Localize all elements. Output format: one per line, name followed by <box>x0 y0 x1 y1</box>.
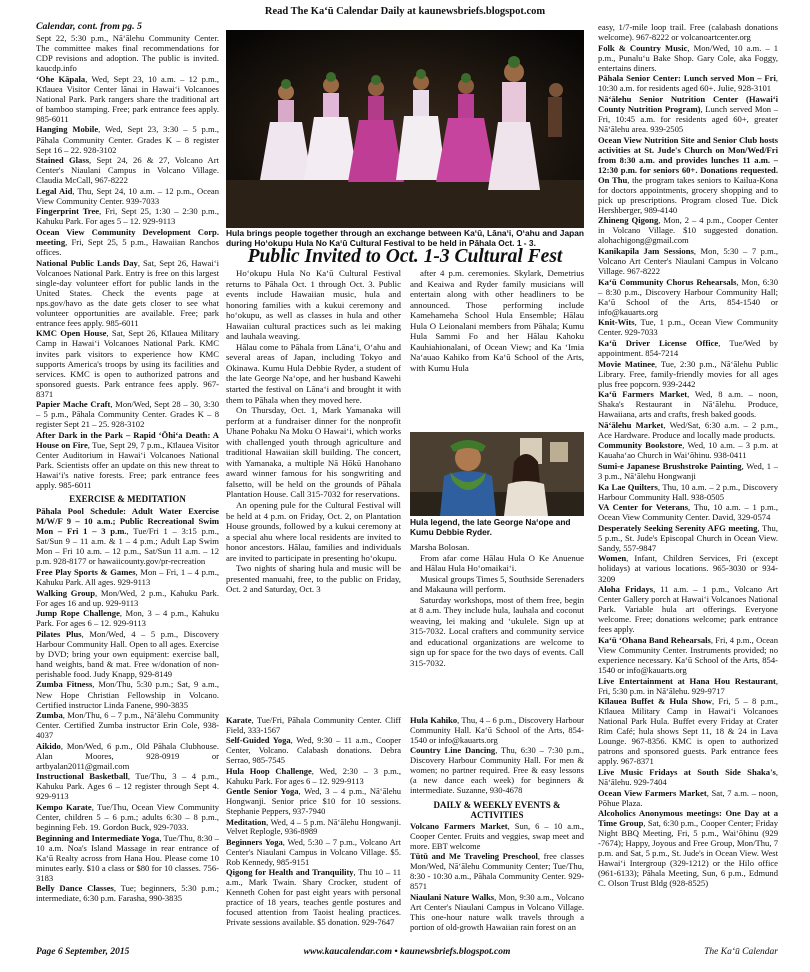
event-details: , Sat, 6:30 p.m., Cooper Center; Friday Night BBQ Meeting, Fri, 5 p.m., Wai‘ōhinu (929 -7674); Happy, Joyous and Free Group, Mon/Thu, 7 p.m. and Sat, 5 p.m., St. Jude's in Ocean View. West Hawai‘i Intergroup (329-1212) or the Hilo office (961-6133); Pāhala Meeting, Sun, 6 p.m., Edmund C. Olson Trust Bldg (928-8525) <box>598 818 778 889</box>
event-title: Niaulani Nature Walks <box>410 891 495 902</box>
event-item <box>598 523 778 553</box>
event-item <box>36 33 219 73</box>
event-title: Nā‘ālehu Senior Nutrition Center (Hawai‘i County Nutrition Program) <box>598 93 778 114</box>
event-title: Hula Kahiko <box>410 716 458 725</box>
page-footer <box>36 947 778 961</box>
event-details: , Infant, Children Services, Fri (except holidays) at various locations. 965-3030 or 934-3209 <box>598 553 778 584</box>
event-title: Pāhala Pool Schedule: Adult Water Exercise M/W/F 9 – 10 a.m.; Public Recreational Swim Mon – Fri 1 – 3 p.m. <box>36 506 219 537</box>
photo-caption: Hula brings people together through an exchange between Ka‘ū, Lāna‘i, O‘ahu and Japan during Ho‘okupu Hula No Ka‘ū Cultural Festival to be held in Pāhala Oct. 1 - 3. <box>226 228 584 248</box>
event-details: , Wed, 8 a.m. – noon, Shaka's Restaurant in Nā‘ālehu. Produce, Hawaiiana, arts and crafts, fresh baked goods. <box>598 389 778 420</box>
event-details: , Wed, 2:30 – 3 p.m., Kahuku Park. For ages 6 – 12. 929-9113 <box>226 765 401 786</box>
event-details: , Wed/Sat, 6:30 a.m. – 2 p.m., Ace Hardware. Produce and locally made products. <box>598 419 778 440</box>
event-title: Pilates Plus <box>36 628 82 639</box>
event-details: , Mon/Thu, 6 – 7 p.m., Nā‘ālehu Community Center. Certified Zumba instructor Erin Cole, 938-4037 <box>36 710 219 741</box>
article-paragraph: Saturday workshops, most of them free, begin at 8 a.m. They include hula, lauhala and coconut weaving, lei making and ‘ukulele. Sign up at 315-7032. Local crafters and community service and educational organizations are welcome to sign up for space for the two days of events. Call 315-7032. <box>410 594 584 669</box>
event-list <box>410 822 584 932</box>
hula-dancers-photo <box>226 30 584 228</box>
event-title: Ka‘ū Driver License Office <box>598 337 719 348</box>
event-item <box>36 629 219 679</box>
event-details: , Mon/Wed, 2 p.m., Kahuku Park. For ages 16 and up. 929-9113 <box>36 587 219 608</box>
event-details: , Fri, Sept 25, 1:30 – 2:30 p.m., Kahuku Park. For ages 5 – 12. 929-9113 <box>36 206 219 227</box>
event-title: Kanikapila Jam Sessions <box>598 246 694 257</box>
photo-caption: Hula legend, the late George Na‘ope and Kumu Debbie Ryder. <box>410 517 571 537</box>
article-paragraph: Ho‘okupu Hula No Ka‘ū Cultural Festival returns to Pāhala Oct. 1 through Oct. 3. Public events include Hawaiian music, hula and honoring families with a kukui ceremony and ho‘okupu, as well as classes in hula and other Hawaiian cultural practices such as lei making and lauhala weaving. <box>226 268 401 342</box>
event-details: , Tue/Thu, 3 – 4 p.m., Kahuku Park. Ages 6 – 12 register through Sept 4. 929-9113 <box>36 771 219 802</box>
event-item <box>410 852 584 892</box>
event-title: Papier Mache Craft <box>36 399 111 410</box>
event-item <box>598 43 778 73</box>
event-title: Kīlauea Buffet & Hula Show <box>598 696 713 707</box>
event-title: Aikido <box>36 740 61 751</box>
event-item <box>36 328 219 398</box>
event-details: , Wed, 9:30 – 11 a.m., Cooper Center, Volcano. Calabash donations. Debra Serrao, 985-7545 <box>226 735 401 766</box>
event-title: Live Entertainment at Hana Hou Restaurant <box>598 675 776 686</box>
event-details: , Sat, 7 a.m. – noon, Pōhue Plaza. <box>598 787 778 808</box>
event-item <box>36 506 219 566</box>
event-title: Community Bookstore <box>598 440 683 451</box>
event-item <box>36 679 219 709</box>
event-item <box>36 227 219 257</box>
article-paragraph: Musical groups Times 5, Southside Serenaders and Makauna will perform. <box>410 573 584 595</box>
event-details: , Wed, 3 – 4 p.m., Nā‘ālehu Hongwanji. Senior price $10 for 10 sessions. Stephanie Peppers, 937-7940 <box>226 786 401 817</box>
event-details: , Tue/Thu, Ocean View Community Center, children 5 – 6 p.m.; adults 6:30 – 8 p.m., beginning Feb. 19. Gordon Buck, 929-7033. <box>36 802 219 833</box>
event-details: , Mon, 6:30 – 8:30 p.m., Discovery Harbour Community Hall; Ka‘ū School of the Arts, 854-1540 or info@kauarts.org <box>598 276 778 317</box>
article-column-1 <box>226 268 401 708</box>
event-item <box>36 608 219 628</box>
event-item <box>226 838 401 868</box>
event-item <box>598 788 778 808</box>
page-number: Page 6 September, 2015 <box>36 947 130 957</box>
event-title: Walking Group <box>36 587 95 598</box>
event-details: , Fri, Sept 25, 5 p.m., Hawaiian Ranchos offices. <box>36 236 219 258</box>
event-item <box>36 430 219 490</box>
event-details: , free classes Mon/Wed, Nā‘ālehu Community Center; Tue/Thu, 8:30 - 10:30 a.m., Pāhala Community Center. 929-8571 <box>410 851 584 892</box>
event-details: , Tue, 1 p.m., Ocean View Community Center. 929-7033 <box>598 317 778 338</box>
event-details: , Tue/Fri, Pāhala Community Center. Cliff Field, 333-1567 <box>226 716 401 735</box>
event-title: Ka Lae Quilters <box>598 481 658 492</box>
page-header: Read The Ka‘ū Calendar Daily at kaunewsbriefs.blogspot.com <box>264 6 546 17</box>
event-details: , Fri, 5:30 p.m. in Nā‘ālehu. 929-9717 <box>598 675 778 696</box>
event-title: Beginning and Intermediate Yoga <box>36 832 160 843</box>
event-item <box>36 258 219 328</box>
event-details: , Wed, 5:30 – 7 p.m., Volcano Art Center's Niaulani Campus in Volcano Village. $5. Rob Kennedy, 985-9151 <box>226 836 401 867</box>
event-title: Alcoholics Anonymous meetings: One Day at a Time Group <box>598 808 778 829</box>
event-title: Self-Guided Yoga <box>226 735 291 746</box>
event-item <box>36 710 219 740</box>
event-title: Ocean View Farmers Market <box>598 787 707 798</box>
event-item <box>598 420 778 440</box>
event-item <box>598 94 778 134</box>
photo-illustration <box>410 432 584 516</box>
event-title: Belly Dance Classes <box>36 883 114 894</box>
event-details: , Tue, Sept 29, 7 p.m., Kīlauea Visitor Center Auditorium in Hawai‘i Volcanoes National Park. Scientists offer an update on this new threat to Hawai‘i's native forests. Free; park entrance fees apply. 985-6011 <box>36 439 219 491</box>
event-details: , Mon/Thu, 5:30 p.m.; Sat, 9 a.m., New Hope Christian Fellowship in Volcano. Certified instructor Linda Fanene, 990-3835 <box>36 679 219 710</box>
event-title: Aloha Fridays <box>598 584 654 595</box>
calendar-column-2 <box>226 716 401 942</box>
event-title: Meditation <box>226 816 267 827</box>
event-item <box>226 716 401 736</box>
event-item <box>598 767 778 787</box>
article-paragraph: On Thursday, Oct. 1, Mark Yamanaka will perform at a fundraiser dinner for the nonprofit Uhane Pohaku Na Moku O Hawai‘i, which works with challenged youth through agriculture and traditional Hawaiian skill building. The concert, with Yamanaka, a multiple Nā Hōkū Hanohano award winner famous for his songwriting and falsetto, will be held on the grounds of Pāhala Plantation House. Call 315-7032 for reservations. <box>226 405 401 500</box>
event-details: , Wed, Sept 23, 10 a.m. – 12 p.m., Kīlauea Visitor Center lānai in Hawai‘i Volcanoes National Park. Park rangers share the traditional art of bamboo stamping. Free; park entrance fees apply. 985-6011 <box>36 73 219 124</box>
event-title: Stained Glass <box>36 155 90 166</box>
event-item <box>36 567 219 587</box>
event-details: , 11 a.m. – 1 p.m., Volcano Art Center Gallery porch at Hawai‘i Volcanoes National Park. Variable hula art offerings. Everyone welcome. Free; donations welcome; park entrance fees apply. <box>598 584 778 635</box>
section-heading: EXERCISE & MEDITATION <box>69 494 186 505</box>
event-details: , the program takes seniors to Kailua-Kona for doctors appointments, grocery shopping and to pick up prescriptions. Program closed Tue. Dick Hershberger, 989-4140 <box>598 174 778 215</box>
event-details: , Mon/Wed, 10 a.m. – 1 p.m., Punalu‘u Bake Shop. Gary Cole, aka Foggy, entertains diners. <box>598 42 778 73</box>
event-title: Nā‘ālehu Market <box>598 419 664 430</box>
event-details: , Fri, 5 – 8 p.m., Kīlauea Military Camp in Hawai‘i Volcanoes National Park Hula. Buffet every Friday at Crater Rim Café; hula shows Sept 11, 18 & 24 in Lava Lounge. 967-8356. KMC is open to authorized patrons and sponsored guests. Park entrance fees apply. 967-8371 <box>598 696 778 767</box>
event-title: Fingerprint Tree <box>36 206 100 217</box>
event-list <box>36 506 219 903</box>
event-item <box>36 802 219 832</box>
event-title: Ocean View Nutrition Site and Senior Club hosts activities at St. Jude's Church on Mon/Wed/Fri from 8:30 a.m. and provides lunches 11 a.m. – 12:30 p.m. for seniors 60+. Donations requested. On Thu <box>598 134 778 185</box>
event-item <box>226 767 401 787</box>
event-item <box>598 246 778 276</box>
event-details: , Tue/Fri 1 – 3:15 p.m., Sat/Sun 9 – 11 a.m. & 1 – 4 p.m.; Adult Lap Swim Mon – Fri 10 a.m. – 12 p.m., Sat/Sun 11 a.m. – 12 p.m. 928-8177 or hawaiicounty.gov/pr-recreation <box>36 526 219 567</box>
event-details: , Mon/Wed, 6 p.m., Old Pāhala Clubhouse. Alan Moores, 928-0919 or artbyalan2011@gmail.com <box>36 740 219 771</box>
event-details: , Wed, 1 – 3 p.m., Nā‘ālehu Hongwanji <box>598 461 778 482</box>
event-item <box>598 482 778 502</box>
event-details: , Wed, 4 – 5 p.m. Nā‘ālehu Hongwanji. Velvet Replogle, 936-8989 <box>226 816 401 837</box>
calendar-column-3 <box>410 716 584 942</box>
event-details: , Sept 24, 26 & 27, Volcano Art Center's Niaulani Campus in Volcano Village. Claudia McCall, 967-8222 <box>36 155 219 186</box>
event-item <box>410 746 584 796</box>
event-title: ‘Ohe Kāpala <box>36 73 86 84</box>
event-details: , Thu, Sept 24, 10 a.m. – 12 p.m., Ocean View Community Center. 939-7033 <box>36 185 219 206</box>
publication-name: The Ka‘ū Calendar <box>704 947 778 957</box>
event-details: , Wed, Sept 23, 3:30 – 5 p.m., Pāhala Community Center. Grades K – 8 register Sept 16 – 22. 928-3102 <box>36 124 219 155</box>
event-title: National Public Lands Day <box>36 257 138 268</box>
portrait-photo <box>410 432 584 516</box>
event-item <box>36 124 219 154</box>
event-title: Tūtū and Me Traveling Preschool <box>410 851 538 862</box>
event-item <box>36 74 219 124</box>
event-item <box>598 696 778 766</box>
calendar-column-4 <box>598 22 778 944</box>
event-title: Ka‘ū Farmers Market <box>598 389 688 400</box>
event-details: , Fri, 4 p.m., Ocean View Community Center. Instruments provided; no experience necessary. Ka‘ū School of the Arts, 854-1540 or info@kauarts.org <box>598 634 778 675</box>
event-item <box>598 553 778 583</box>
event-item <box>410 822 584 852</box>
event-details: , Thu, 10 a.m. – 1 p.m., Ocean View Community Center. David, 329-0574 <box>598 502 778 523</box>
event-item <box>36 771 219 801</box>
event-title: Karate <box>226 716 252 725</box>
event-details: , Wed, 10 a.m. – 3 p.m. at Kauaha‘ao Church in Wai‘ōhinu. 938-0411 <box>598 440 778 461</box>
event-title: Hula Hoop Challenge <box>226 765 312 776</box>
event-item <box>598 22 778 42</box>
event-item <box>598 584 778 634</box>
event-item <box>598 317 778 337</box>
event-title: Desperately Seeking Serenity AFG meeting <box>598 522 758 533</box>
calendar-column-1 <box>36 22 219 942</box>
event-details: , Tue, 2:30 p.m., Nā‘ālehu Public Library. Free, family-friendly movies for all ages plus free popcorn. 939-2442 <box>598 358 778 389</box>
event-details: , Thu, 10 a.m. – 2 p.m., Discovery Harbour Community Hall. 938-0505 <box>598 481 778 502</box>
event-title: Country Line Dancing <box>410 745 496 756</box>
article-paragraph: Two nights of sharing hula and music will be presented manuahi, free, to the public on Friday, Oct. 2 and Saturday, Oct. 3 <box>226 563 401 595</box>
event-item <box>598 277 778 317</box>
continuation-label: Calendar, cont. from pg. 5 <box>36 22 142 32</box>
event-item <box>36 883 219 903</box>
event-item <box>226 818 401 838</box>
event-title: After Dark in the Park – Rapid ‘Ōhi‘a Death: A House on Fire <box>36 429 219 450</box>
article-paragraph: after 4 p.m. ceremonies. Skylark, Demetrius and Keaiwa and Ryder family musicians will entertain along with other headliners to be announced. Those performing include Kamehameha School Hula Ensemble; Hālau Hula O Leionalani members from Pāhala; Kumu Hula Sammi Fo and her Hālau Kahoku Kauhiahionalani, of Ocean View; and Ka ‘Imia Na‘auao Kahiko from Ka‘ū School of the Arts, with Kumu Hula <box>410 268 584 373</box>
article-paragraph: Marsha Bolosan. <box>410 542 470 552</box>
event-details: , Mon, 5:30 – 7 p.m., Volcano Art Center's Niaulani Campus in Volcano Village. 967-8222 <box>598 246 778 277</box>
article-paragraph: Hālau come to Pāhala from Lāna‘i, O‘ahu and several areas of Japan, including Tokyo and Okinawa. Kumu Hula Debbie Ryder, a student of the late George Na‘ope, and her husband Kawehi started the festival on Lāna‘i and brought it with them to Pāhala when they moved here. <box>226 341 401 405</box>
event-details: , Sat, Sept 26, Kīlauea Military Camp in Hawai‘i Volcanoes National Park. KMC invites park visitors to experience how KMC supports America's troops by using its facilities and services. KMC is open to authorized patrons and sponsored guests. Park entrance fees apply. 967-8371 <box>36 328 219 399</box>
event-details: , Mon, 3 – 4 p.m., Kahuku Park. For ages 6 – 12. 929-9113 <box>36 608 219 629</box>
event-title: Volcano Farmers Market <box>410 821 508 832</box>
event-title: Free Play Sports & Games <box>36 566 136 577</box>
event-title: KMC Open House <box>36 328 107 339</box>
event-details: , Thu, 5 p.m., St. Jude's Episcopal Church in Ocean View. Sandy, 557-9847 <box>598 522 778 553</box>
event-item <box>598 338 778 358</box>
event-title: VA Center for Veterans <box>598 502 689 513</box>
event-title: Qigong for Health and Tranquility <box>226 867 354 878</box>
event-title: Sumi-e Japanese Brushstroke Painting <box>598 461 742 472</box>
footer-url: www.kaucalendar.com • kaunewsbriefs.blogspot.com <box>303 947 511 957</box>
event-item <box>598 215 778 245</box>
event-item <box>410 893 584 933</box>
event-details: , Tue; beginners, 5:30 p.m.; intermediate, 6:30 p.m. Farasha, 990-3835 <box>36 883 219 904</box>
event-list <box>36 33 219 490</box>
event-title: Beginners Yoga <box>226 836 283 847</box>
event-title: Zhineng Qigong <box>598 215 659 226</box>
event-details: , Mon/Wed, 4 – 5 p.m., Discovery Harbour Community Hall. Open to all ages. Exercise by DVD; bring your own equipment: exercise ball, hand weights, band & mat. Free w/donation of non-perishable food. Judy Knapp, 929-8149 <box>36 628 219 679</box>
event-item <box>598 635 778 675</box>
event-item <box>598 808 778 888</box>
event-title: Zumba Fitness <box>36 679 93 690</box>
event-details: , 10:30 a.m. for residents aged 60+. Julie, 928-3101 <box>598 73 778 94</box>
event-item <box>598 135 778 215</box>
event-item <box>598 676 778 696</box>
article-paragraph: From afar come Hālau Hula O Ke Anuenue and Hālau Hula Ho‘omaikai‘i. <box>410 552 584 574</box>
event-details: , Tue/Thu, 8:30 – 10 a.m. Noa's Island Massage in rear entrance of Ka‘ū Realty across from Hana Hou. Please come 10 minutes early. $10 a class or $80 for 10 classes. 756-3183 <box>36 832 219 883</box>
event-details: , Nā‘ālehu. 929-7404 <box>598 766 778 787</box>
event-details: , Mon/Wed, Sept 28 – 30, 3:30 – 5 p.m., Pāhala Community Center. Grades K – 8 register Sept 21 – 25. 928-3102 <box>36 399 219 430</box>
event-item <box>36 399 219 429</box>
event-item <box>598 502 778 522</box>
event-details: Sept 22, 5:30 p.m., Nā‘ālehu Community Center. The committee makes final recommendations for CDP revisions and adoption. The public is invited. kaucdp.info <box>36 33 219 74</box>
event-title: Ka‘ū ‘Ohana Band Rehearsals <box>598 634 711 645</box>
event-details: , Sun, 6 – 10 a.m., Cooper Center. Fruits and veggies, swap meet and more. EBT welcome <box>410 821 584 852</box>
event-item <box>36 833 219 883</box>
event-title: Knit-Wits <box>598 317 635 328</box>
article-column-2 <box>410 268 584 428</box>
event-item <box>226 736 401 766</box>
event-details: , Sat, Sept 26, Hawai‘i Volcanoes National Park. Entry is free on this largest single-day volunteer effort for public lands in the United States. Check the events page at nps.gov/havo as the date gets closer to see what volunteer opportunities are available. Free; park entrance fees apply. 985-6011 <box>36 257 219 328</box>
event-item <box>598 440 778 460</box>
event-title: Women <box>598 553 627 564</box>
article-paragraphs <box>410 553 584 669</box>
event-title: Legal Aid <box>36 185 73 196</box>
event-title: Instructional Basketball <box>36 771 128 782</box>
event-title: Folk & Country Music <box>598 42 688 53</box>
section-heading: DAILY & WEEKLY EVENTS & ACTIVITIES <box>433 800 561 821</box>
photo-illustration <box>226 30 584 228</box>
event-details: , Lunch served Mon – Fri, 10:45 a.m. for residents aged 60+, greater Nā‘ālehu area. 939-2505 <box>598 103 778 134</box>
event-item <box>598 389 778 419</box>
event-details: , Mon, 9:30 a.m., Volcano Art Center's Niaulani Campus in Volcano Village. This one-hour nature walk travels through a portion of old-growth Hawaiian rain forest on an <box>410 891 584 932</box>
event-title: Jump Rope Challenge <box>36 608 120 619</box>
event-item <box>598 73 778 93</box>
event-details: , Thu 10 – 11 a.m., Mark Twain. Shary Crocker, student of Kenneth Cohen for past eight years with personal practice of 18 years, teaches gentle postures and focused attention from Taoist healing practices. Private sessions available. $5 donation. 929-7647 <box>226 867 401 928</box>
event-item <box>36 186 219 206</box>
event-item <box>598 359 778 389</box>
event-title: Gentle Senior Yoga <box>226 786 299 797</box>
event-title: Live Music Fridays at South Side Shaka's <box>598 766 776 777</box>
event-item <box>226 787 401 817</box>
article-column-3 <box>410 542 584 708</box>
event-title: Ocean View Community Development Corp. meeting <box>36 226 219 247</box>
event-item <box>36 741 219 771</box>
event-item <box>226 868 401 928</box>
event-details: easy, 1/7-mile loop trail. Free (calabash donations welcome). 967-8222 or volcanoartcenter.org <box>598 22 778 43</box>
event-item <box>410 716 584 746</box>
event-list <box>410 716 584 796</box>
event-title: Movie Matinee <box>598 358 655 369</box>
article-headline: Public Invited to Oct. 1-3 Cultural Fest <box>247 246 563 267</box>
event-details: , Mon, 2 – 4 p.m., Cooper Center in Volcano Village. $10 suggested donation. alohachigong@gmail.com <box>598 215 778 246</box>
event-details: , Thu, 6:30 – 7:30 p.m., Discovery Harbour Community Hall. For men & women; no partner required. Free & easy lessons (a new dance each week) for beginners & intermediate. Suzanne, 930-4678 <box>410 745 584 796</box>
event-title: Pāhala Senior Center: Lunch served Mon – Fri <box>598 73 776 84</box>
event-title: Ka‘ū Community Chorus Rehearsals <box>598 276 737 287</box>
event-item <box>36 206 219 226</box>
event-item <box>36 155 219 185</box>
event-details: , Thu, 4 – 6 p.m., Discovery Harbour Community Hall. Ka‘ū School of the Arts, 854-1540 or info@kauarts.org <box>410 716 584 745</box>
article-paragraph: An opening pule for the Cultural Festival will be held at 4 p.m. on Friday, Oct. 2, on Plantation House grounds, followed by a kukui ceremony at a special ahu where local residents are invited to honor ancestors. Hālau, families and individuals are invited to participate in presenting ho‘okupu. <box>226 500 401 563</box>
event-title: Zumba <box>36 710 63 721</box>
event-title: Hanging Mobile <box>36 124 99 135</box>
event-item <box>36 588 219 608</box>
event-item <box>598 461 778 481</box>
event-details: , Mon – Fri, 1 – 4 p.m., Kahuku Park. All ages. 929-9113 <box>36 566 219 587</box>
event-title: Kempo Karate <box>36 802 92 813</box>
event-details: , Tue/Wed by appointment. 854-7214 <box>598 337 778 358</box>
